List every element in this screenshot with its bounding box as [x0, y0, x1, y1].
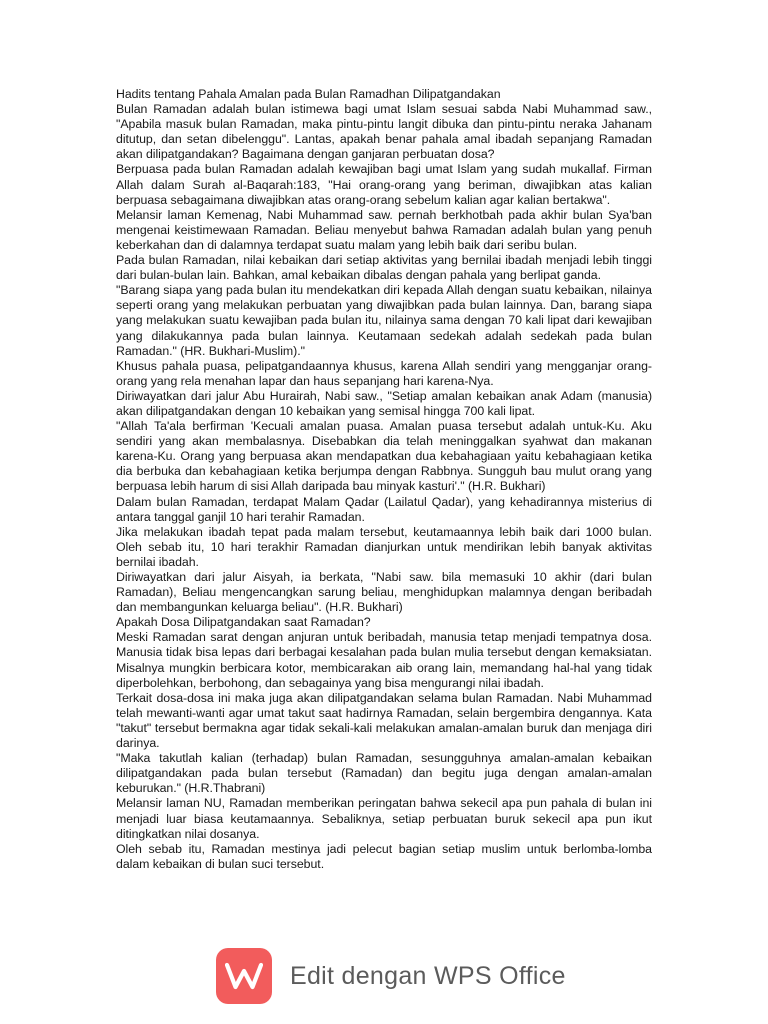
paragraph: Khusus pahala puasa, pelipatgandaannya khusus, karena Allah sendiri yang mengganjar orang-orang yang rela menahan lapar dan haus sepanjang hari karena-Nya. [116, 358, 652, 388]
paragraph: Berpuasa pada bulan Ramadan adalah kewajiban bagi umat Islam yang sudah mukallaf. Firman Allah dalam Surah al-Baqarah:183, "Hai orang-orang yang beriman, diwajibkan atas kalian berpuasa sebagaimana diwajibkan atas orang-orang sebelum kalian agar kalian bertakwa". [116, 162, 652, 207]
paragraph: Meski Ramadan sarat dengan anjuran untuk beribadah, manusia tetap menjadi tempatnya dosa. Manusia tidak bisa lepas dari berbagai kesalahan pada bulan mulia tersebut dengan kemaksiatan. Misalnya mungkin berbicara kotor, membicarakan aib orang lain, memandang hal-hal yang tidak diperbolehkan, berbohong, dan sebagainya yang bisa mengurangi nilai ibadah. [116, 630, 652, 690]
wps-w-icon [225, 962, 263, 990]
wps-logo-icon [216, 948, 272, 1004]
wps-watermark[interactable] [216, 948, 566, 1004]
paragraph: Jika melakukan ibadah tepat pada malam tersebut, keutamaannya lebih baik dari 1000 bulan. Oleh sebab itu, 10 hari terakhir Ramadan dianjurkan untuk mendirikan lebih banyak aktivitas bernilai ibadah. [116, 524, 652, 569]
paragraph: Terkait dosa-dosa ini maka juga akan dilipatgandakan selama bulan Ramadan. Nabi Muhammad telah mewanti-wanti agar umat takut saat hadirnya Ramadan, selain bergembira dengannya. Kata "takut" tersebut bermakna agar tidak sekali-kali melakukan amalan-amalan buruk dan menjaga diri darinya. [116, 690, 652, 751]
section-heading: Apakah Dosa Dilipatgandakan saat Ramadan? [116, 615, 371, 630]
paragraph: Diriwayatkan dari jalur Abu Hurairah, Nabi saw., "Setiap amalan kebaikan anak Adam (manusia) akan dilipatgandakan dengan 10 kebaikan yang semisal hingga 700 kali lipat. [116, 388, 652, 418]
paragraph: Diriwayatkan dari jalur Aisyah, ia berkata, "Nabi saw. bila memasuki 10 akhir (dari bulan Ramadan), Beliau mengencangkan sarung beliau, menghidupkan malamnya dengan beribadah dan membangunkan keluarga beliau". (H.R. Bukhari) [116, 570, 652, 615]
paragraph: "Allah Ta'ala berfirman 'Kecuali amalan puasa. Amalan puasa tersebut adalah untuk-Ku. Aku sendiri yang akan membalasnya. Disebabkan dia telah meninggalkan syahwat dan makanan karena-Ku. Orang yang berpuasa akan mendapatkan dua kebahagiaan yaitu kebahagiaan ketika dia berbuka dan kebahagiaan ketika berjumpa dengan Rabbnya. Sungguh bau mulut orang yang berpuasa lebih harum di sisi Allah daripada bau minyak kasturi'." (H.R. Bukhari) [116, 419, 652, 494]
document-title: Hadits tentang Pahala Amalan pada Bulan Ramadhan Dilipatgandakan [116, 87, 501, 101]
paragraph: Melansir laman Kemenag, Nabi Muhammad saw. pernah berkhotbah pada akhir bulan Sya'ban mengenai keistimewaan Ramadan. Beliau menyebut bahwa Ramadan adalah bulan yang penuh keberkahan dan di dalamnya terdapat suatu malam yang lebih baik dari seribu bulan. [116, 207, 652, 252]
paragraph: Melansir laman NU, Ramadan memberikan peringatan bahwa sekecil apa pun pahala di bulan ini menjadi luar biasa keutamaannya. Sebaliknya, setiap perbuatan buruk sekecil apa pun ikut ditingkatkan nilai dosanya. [116, 796, 652, 841]
paragraph: Pada bulan Ramadan, nilai kebaikan dari setiap aktivitas yang bernilai ibadah menjadi lebih tinggi dari bulan-bulan lain. Bahkan, amal kebaikan dibalas dengan pahala yang berlipat ganda. [116, 253, 652, 283]
document-page [116, 87, 652, 872]
paragraph: Bulan Ramadan adalah bulan istimewa bagi umat Islam sesuai sabda Nabi Muhammad saw., "Apabila masuk bulan Ramadan, maka pintu-pintu langit dibuka dan pintu-pintu neraka Jahanam ditutup, dan setan dibelenggu". Lantas, apakah benar pahala amal ibadah sepanjang Ramadan akan dilipatgandakan? Bagaimana dengan ganjaran perbuatan dosa? [116, 102, 652, 162]
paragraph: "Maka takutlah kalian (terhadap) bulan Ramadan, sesungguhnya amalan-amalan kebaikan dilipatgandakan pada bulan tersebut (Ramadan) dan begitu juga dengan amalan-amalan keburukan." (H.R.Thabrani) [116, 751, 652, 796]
paragraph: "Barang siapa yang pada bulan itu mendekatkan diri kepada Allah dengan suatu kebaikan, nilainya seperti orang yang melakukan perbuatan yang diwajibkan pada bulan lainnya. Dan, barang siapa yang melakukan suatu kewajiban pada bulan itu, nilainya sama dengan 70 kali lipat dari kewajiban yang dilakukannya pada bulan lainnya. Keutamaan sedekah adalah sedekah pada bulan Ramadan." (HR. Bukhari-Muslim)." [116, 283, 652, 358]
wps-watermark-text: Edit dengan WPS Office [290, 961, 566, 990]
paragraph: Dalam bulan Ramadan, terdapat Malam Qadar (Lailatul Qadar), yang kehadirannya misterius di antara tanggal ganjil 10 hari terahir Ramadan. [116, 494, 652, 524]
paragraph: Oleh sebab itu, Ramadan mestinya jadi pelecut bagian setiap muslim untuk berlomba-lomba dalam kebaikan di bulan suci tersebut. [116, 841, 652, 871]
